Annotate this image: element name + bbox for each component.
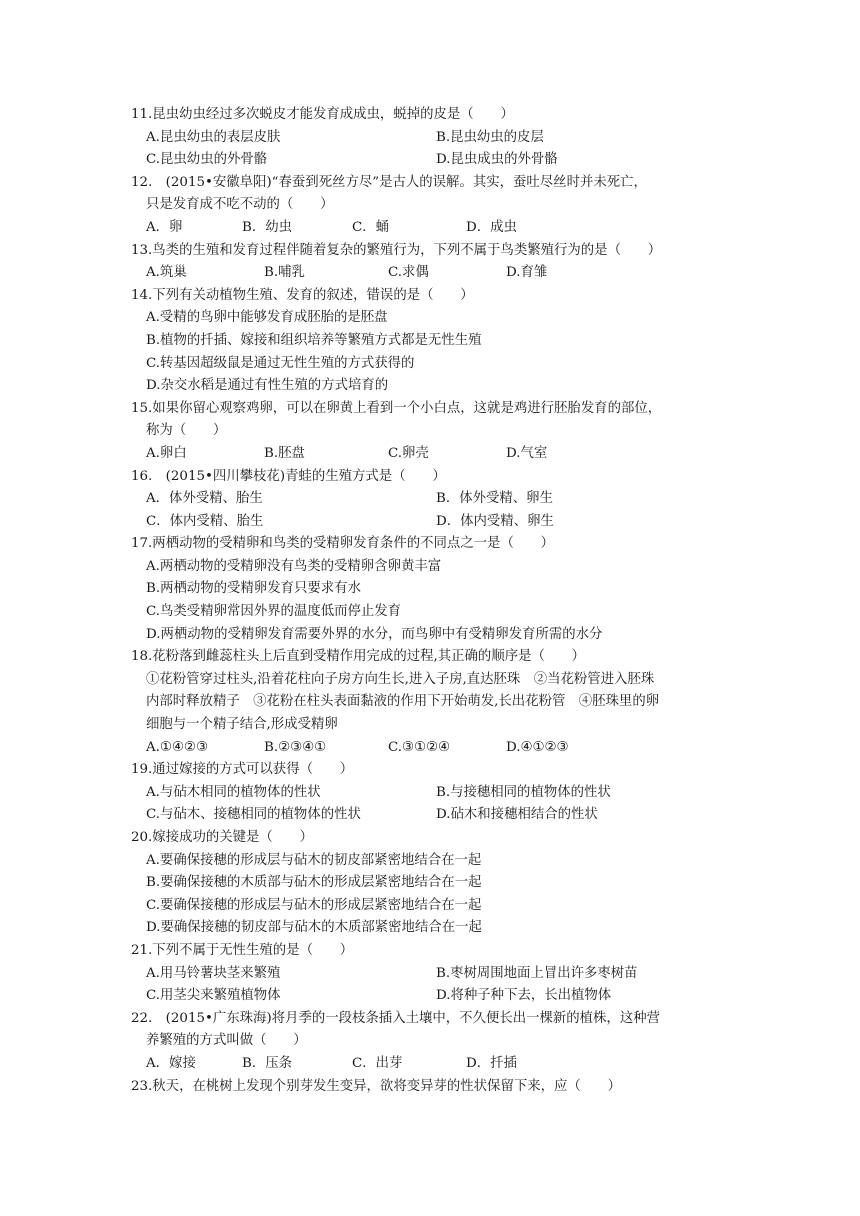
answer-option: A.昆虫幼虫的表层皮肤 [146,129,281,145]
answer-option: B.胚盘 [264,445,305,461]
question-item [131,646,731,759]
option-row [131,353,731,376]
answer-option: A.卵白 [146,445,187,461]
question-item [131,940,731,1008]
answer-option: A.要确保接穗的形成层与砧木的韧皮部紧密地结合在一起 [146,852,482,868]
question-stem: 18.花粉落到雌蕊柱头上后直到受精作用完成的过程,其正确的顺序是（ ） [131,649,586,665]
option-row [131,601,731,624]
question-stem: 23.秋天，在桃树上发现个别芽发生变异，欲将变异芽的性状保留下来，应（ ） [131,1078,621,1094]
answer-option: D.砧木和接穗相结合的性状 [436,807,598,823]
question-item [131,240,731,285]
question-item [131,1076,731,1099]
question-stem-continued: 养繁殖的方式叫做（ ） [146,1033,307,1049]
question-stem: 16. (2015•四川攀枝花)青蛙的生殖方式是（ ） [131,468,446,484]
question-stem-continued: 只是发育成不吃不动的（ ） [146,197,334,213]
answer-option: B．体外受精、卵生 [436,491,553,507]
answer-option: C．蛹 [352,219,390,235]
answer-option: B.②③④① [264,739,327,755]
option-row [131,850,731,873]
answer-option: A．体外受精、胎生 [146,491,263,507]
answer-option: B.昆虫幼虫的皮层 [436,129,544,145]
answer-option: C.转基因超级鼠是通过无性生殖的方式获得的 [146,355,415,371]
answer-option: D.杂交水稻是通过有性生殖的方式培育的 [146,378,389,394]
question-item [131,104,731,172]
option-row [131,149,731,172]
answer-option: D.将种子种下去，长出植物体 [436,988,612,1004]
option-row [131,443,731,466]
answer-option: B.要确保接穗的木质部与砧木的形成层紧密地结合在一起 [146,875,482,891]
answer-option: A．嫁接 [146,1055,196,1071]
answer-option: C.与砧木、接穗相同的植物体的性状 [146,807,361,823]
answer-option: C．出芽 [352,1055,403,1071]
answer-option: D.气室 [506,445,548,461]
option-row [131,556,731,579]
question-stem: 19.通过嫁接的方式可以获得（ ） [131,762,354,778]
answer-option: D.昆虫成虫的外骨骼 [436,152,558,168]
question-stem-continued: ①花粉管穿过柱头,沿着花柱向子房方向生长,进入子房,直达胚珠 ②当花粉管进入胚珠 [146,671,655,687]
answer-option: B.植物的扦插、嫁接和组织培养等繁殖方式都是无性生殖 [146,332,482,348]
answer-option: A.两栖动物的受精卵没有鸟类的受精卵含卵黄丰富 [146,558,442,574]
option-row [131,217,731,240]
option-row [131,578,731,601]
answer-option: D．成虫 [466,219,517,235]
question-stem: 21.下列不属于无性生殖的是（ ） [131,942,354,958]
question-item [131,466,731,534]
answer-option: D.④①②③ [506,739,569,755]
question-stem-continued: 细胞与一个精子结合,形成受精卵 [146,717,338,733]
answer-option: D.要确保接穗的韧皮部与砧木的木质部紧密地结合在一起 [146,920,482,936]
question-stem: 15.如果你留心观察鸡卵，可以在卵黄上看到一个小白点，这就是鸡进行胚胎发育的部位， [131,400,662,416]
option-row [131,488,731,511]
question-stem: 12. (2015•安徽阜阳)“春蚕到死丝方尽”是古人的误解。其实，蚕吐尽丝时并未死亡， [131,174,647,190]
answer-option: A.①④②③ [146,739,208,755]
answer-option: B.哺乳 [264,265,305,281]
question-stem: 22. (2015•广东珠海)将月季的一段枝条插入土壤中，不久便长出一棵新的植株，这种营 [131,1010,660,1026]
option-row [131,375,731,398]
answer-option: C.③①②④ [388,739,451,755]
question-item [131,533,731,646]
answer-option: C.要确保接穗的形成层与砧木的形成层紧密地结合在一起 [146,897,482,913]
question-stem: 20.嫁接成功的关键是（ ） [131,830,313,845]
option-row [131,895,731,918]
option-row [131,624,731,647]
answer-option: C.求偶 [388,265,429,281]
answer-option: B.枣树周围地面上冒出许多枣树苗 [436,965,638,981]
option-row [131,262,731,285]
answer-option: D．扦插 [466,1055,517,1071]
answer-option: D．体内受精、卵生 [436,513,554,529]
option-row [131,804,731,827]
answer-option: C．体内受精、胎生 [146,513,264,529]
question-item [131,1008,731,1076]
question-stem: 11.昆虫幼虫经过多次蜕皮才能发育成成虫，蜕掉的皮是（ ） [131,107,514,122]
option-row [131,127,731,150]
answer-option: A.与砧木相同的植物体的性状 [146,784,321,800]
answer-option: A.筑巢 [146,265,187,281]
answer-option: C.鸟类受精卵常因外界的温度低而停止发育 [146,604,402,620]
question-stem-continued: 内部时释放精子 ③花粉在柱头表面黏液的作用下开始萌发,长出花粉管 ④胚珠里的卵 [146,694,660,710]
question-list [131,104,731,1098]
option-row [131,307,731,330]
answer-option: A.用马铃薯块茎来繁殖 [146,965,281,981]
answer-option: A．卵 [146,219,183,235]
answer-option: B．压条 [242,1055,293,1071]
answer-option: C.昆虫幼虫的外骨骼 [146,152,268,168]
option-row [131,872,731,895]
question-stem-continued: 称为（ ） [146,423,227,439]
answer-option: B.与接穗相同的植物体的性状 [436,784,611,800]
option-row [131,963,731,986]
option-row [131,1053,731,1076]
answer-option: B.两栖动物的受精卵发育只要求有水 [146,581,361,597]
question-stem: 17.两栖动物的受精卵和鸟类的受精卵发育条件的不同点之一是（ ） [131,536,555,552]
answer-option: B．幼虫 [242,219,293,235]
question-item [131,759,731,827]
option-row [131,985,731,1008]
option-row [131,917,731,940]
option-row [131,782,731,805]
option-row [131,511,731,534]
question-stem: 13.鸟类的生殖和发育过程伴随着复杂的繁殖行为，下列不属于鸟类繁殖行为的是（ ） [131,242,662,258]
answer-option: D.育雏 [506,265,548,281]
question-item [131,398,731,466]
question-item [131,285,731,398]
answer-option: A.受精的鸟卵中能够发育成胚胎的是胚盘 [146,310,388,326]
question-item [131,827,731,940]
option-row [131,737,731,760]
answer-option: C.卵壳 [388,445,429,461]
question-stem: 14.下列有关动植物生殖、发育的叙述，错误的是（ ） [131,287,474,303]
answer-option: D.两栖动物的受精卵发育需要外界的水分，而鸟卵中有受精卵发育所需的水分 [146,626,603,642]
answer-option: C.用茎尖来繁殖植物体 [146,988,281,1004]
question-item [131,172,731,240]
option-row [131,330,731,353]
